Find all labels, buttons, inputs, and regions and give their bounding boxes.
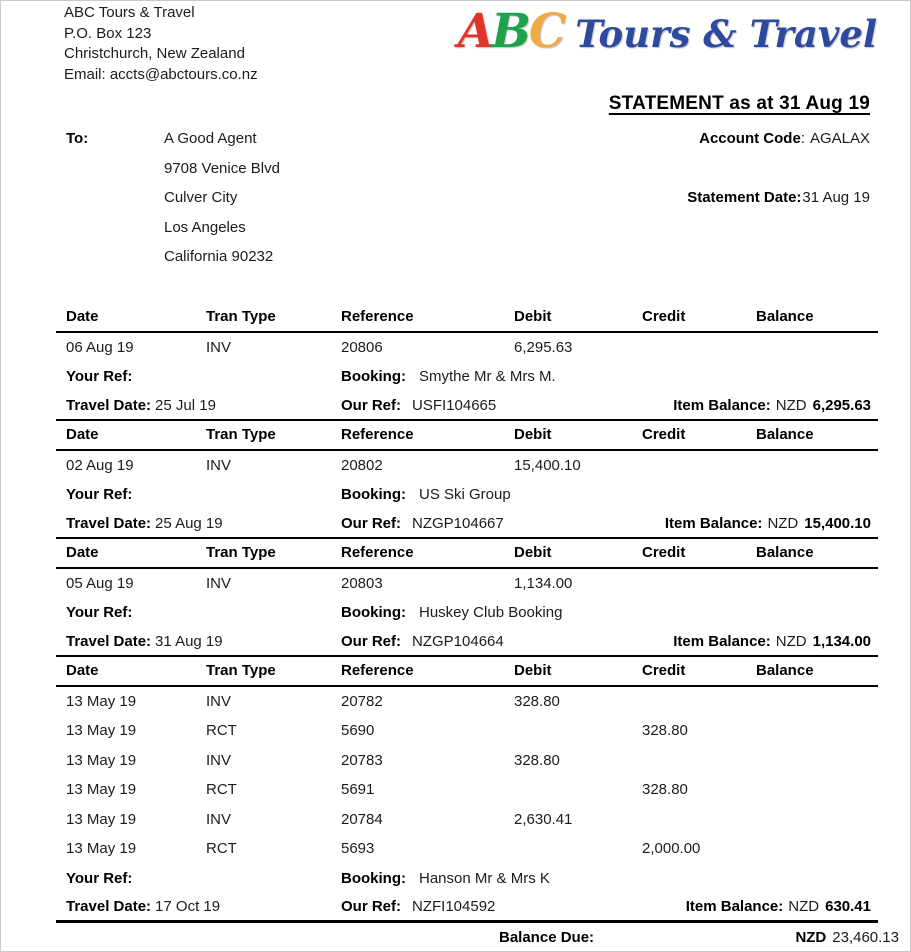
recipient-name: A Good Agent bbox=[164, 130, 257, 147]
cell-reference: 5693 bbox=[341, 840, 375, 858]
your-ref-label: Your Ref: bbox=[66, 604, 133, 622]
your-ref-row bbox=[56, 480, 878, 510]
currency-code: NZD bbox=[788, 897, 820, 915]
travel-date-value: 25 Aug 19 bbox=[155, 514, 223, 532]
your-ref-row bbox=[56, 864, 878, 894]
item-balance-label: Item Balance: bbox=[685, 897, 784, 915]
recipient-block bbox=[66, 124, 280, 272]
our-ref-value: NZFI104592 bbox=[412, 897, 496, 915]
column-header-debit: Debit bbox=[514, 662, 552, 680]
table-row bbox=[56, 716, 878, 746]
column-header-balance: Balance bbox=[756, 544, 814, 562]
recipient-address bbox=[164, 124, 280, 272]
your-ref-row bbox=[56, 598, 878, 628]
balance-due-label: Balance Due: bbox=[499, 928, 595, 946]
page-header bbox=[1, 1, 910, 85]
cell-tran-type: INV bbox=[206, 692, 232, 710]
cell-reference: 20783 bbox=[341, 751, 383, 769]
our-ref-label: Our Ref: bbox=[341, 396, 401, 414]
booking-label: Booking: bbox=[341, 869, 406, 887]
cell-date: 13 May 19 bbox=[66, 751, 137, 769]
statement-block bbox=[56, 303, 878, 421]
cell-tran-type: INV bbox=[206, 574, 232, 592]
column-header-credit: Credit bbox=[642, 426, 686, 444]
our-ref-value: USFI104665 bbox=[412, 396, 497, 414]
travel-date-label: Travel Date: bbox=[66, 897, 152, 915]
spacer-line bbox=[687, 154, 870, 184]
cell-tran-type: RCT bbox=[206, 722, 237, 740]
booking bbox=[341, 604, 878, 621]
table-row bbox=[56, 569, 878, 599]
booking-value: Huskey Club Booking bbox=[419, 604, 563, 622]
statement-block bbox=[56, 421, 878, 539]
booking-label: Booking: bbox=[341, 486, 406, 504]
cell-date: 13 May 19 bbox=[66, 810, 137, 828]
statement-date-label: Statement Date: bbox=[687, 189, 802, 206]
cell-reference: 20802 bbox=[341, 456, 383, 474]
logo-letter-c: C bbox=[528, 4, 564, 59]
our-ref-label: Our Ref: bbox=[341, 514, 401, 532]
travel-row bbox=[56, 510, 878, 540]
account-code-separator: : bbox=[800, 130, 805, 147]
item-balance-value: 15,400.10 bbox=[804, 514, 871, 532]
column-header-date: Date bbox=[66, 544, 99, 562]
cell-credit: 2,000.00 bbox=[642, 840, 701, 858]
your-ref bbox=[56, 368, 206, 385]
travel-date bbox=[56, 515, 341, 532]
booking-value: Hanson Mr & Mrs K bbox=[419, 869, 550, 887]
transactions-table bbox=[56, 303, 878, 923]
column-header-balance: Balance bbox=[756, 662, 814, 680]
item-balance-label: Item Balance: bbox=[673, 396, 771, 414]
balance-due-currency: NZD bbox=[795, 928, 827, 946]
travel-row bbox=[56, 893, 878, 923]
your-ref bbox=[56, 486, 206, 503]
item-balance bbox=[642, 515, 878, 532]
item-balance bbox=[642, 898, 878, 915]
cell-credit: 328.80 bbox=[642, 722, 688, 740]
column-header-date: Date bbox=[66, 308, 99, 326]
logo-abc-letters bbox=[457, 4, 564, 59]
cell-date: 02 Aug 19 bbox=[66, 456, 134, 474]
column-header-tran-type: Tran Type bbox=[206, 662, 276, 680]
column-header-balance: Balance bbox=[756, 308, 814, 326]
statement-date-value: 31 Aug 19 bbox=[802, 189, 870, 206]
statement-title: STATEMENT as at 31 Aug 19 bbox=[608, 93, 870, 114]
cell-tran-type: INV bbox=[206, 751, 232, 769]
company-address-line: P.O. Box 123 bbox=[64, 24, 152, 42]
logo-letter-b: B bbox=[491, 4, 529, 59]
cell-debit: 328.80 bbox=[514, 751, 560, 769]
travel-date-label: Travel Date: bbox=[66, 396, 152, 414]
cell-debit: 15,400.10 bbox=[514, 456, 581, 474]
our-ref bbox=[341, 898, 642, 915]
travel-date bbox=[56, 633, 341, 650]
company-name: ABC Tours & Travel bbox=[64, 4, 195, 21]
cell-tran-type: INV bbox=[206, 456, 232, 474]
your-ref-label: Your Ref: bbox=[66, 486, 133, 504]
your-ref-row bbox=[56, 362, 878, 392]
table-row bbox=[56, 746, 878, 776]
table-row bbox=[56, 333, 878, 363]
column-header-tran-type: Tran Type bbox=[206, 426, 276, 444]
your-ref-label: Your Ref: bbox=[66, 869, 133, 887]
logo-letter-a: A bbox=[457, 4, 492, 59]
recipient-address-line: 9708 Venice Blvd bbox=[164, 159, 280, 177]
cell-debit: 6,295.63 bbox=[514, 338, 573, 356]
our-ref bbox=[341, 515, 642, 532]
travel-date-value: 31 Aug 19 bbox=[155, 632, 223, 650]
item-balance-label: Item Balance: bbox=[673, 632, 771, 650]
statement-block bbox=[56, 539, 878, 657]
balance-due-value: 23,460.13 bbox=[832, 928, 899, 946]
cell-reference: 20782 bbox=[341, 692, 383, 710]
table-header-row bbox=[56, 303, 878, 333]
booking-label: Booking: bbox=[341, 604, 406, 622]
table-header-row bbox=[56, 657, 878, 687]
account-code-line bbox=[687, 124, 870, 154]
column-header-debit: Debit bbox=[514, 426, 552, 444]
recipient-address-line: Culver City bbox=[164, 189, 238, 206]
booking-label: Booking: bbox=[341, 368, 406, 386]
travel-date bbox=[56, 898, 341, 915]
logo-text: Tours & Travel bbox=[575, 12, 877, 56]
column-header-tran-type: Tran Type bbox=[206, 544, 276, 562]
cell-date: 06 Aug 19 bbox=[66, 338, 134, 356]
cell-tran-type: INV bbox=[206, 810, 232, 828]
column-header-reference: Reference bbox=[341, 662, 414, 680]
booking bbox=[341, 870, 878, 887]
item-balance-value: 630.41 bbox=[825, 897, 871, 915]
column-header-balance: Balance bbox=[756, 426, 814, 444]
statement-title-row bbox=[1, 93, 910, 119]
item-balance-value: 6,295.63 bbox=[812, 396, 871, 414]
cell-credit: 328.80 bbox=[642, 781, 688, 799]
cell-reference: 20784 bbox=[341, 810, 383, 828]
cell-reference: 5690 bbox=[341, 722, 375, 740]
cell-date: 13 May 19 bbox=[66, 692, 137, 710]
travel-date-label: Travel Date: bbox=[66, 632, 152, 650]
table-header-row bbox=[56, 421, 878, 451]
column-header-date: Date bbox=[66, 426, 99, 444]
table-row bbox=[56, 687, 878, 717]
company-address-block bbox=[64, 3, 258, 85]
table-row bbox=[56, 834, 878, 864]
balance-due-row bbox=[56, 923, 899, 952]
your-ref bbox=[56, 604, 206, 621]
cell-tran-type: RCT bbox=[206, 840, 237, 858]
your-ref-label: Your Ref: bbox=[66, 368, 133, 386]
column-header-credit: Credit bbox=[642, 544, 686, 562]
our-ref-label: Our Ref: bbox=[341, 897, 401, 915]
cell-date: 13 May 19 bbox=[66, 840, 137, 858]
account-code-value: AGALAX bbox=[809, 130, 870, 147]
booking-value: Smythe Mr & Mrs M. bbox=[419, 368, 556, 386]
column-header-reference: Reference bbox=[341, 308, 414, 326]
travel-row bbox=[56, 628, 878, 658]
item-balance bbox=[642, 397, 878, 414]
balance-due-amount bbox=[795, 929, 899, 946]
cell-date: 05 Aug 19 bbox=[66, 574, 134, 592]
our-ref bbox=[341, 633, 642, 650]
our-ref-value: NZGP104667 bbox=[412, 514, 504, 532]
cell-debit: 328.80 bbox=[514, 692, 560, 710]
account-info-block bbox=[687, 124, 870, 272]
our-ref-label: Our Ref: bbox=[341, 632, 401, 650]
travel-date-value: 17 Oct 19 bbox=[155, 897, 221, 915]
column-header-reference: Reference bbox=[341, 426, 414, 444]
recipient-address-line: California 90232 bbox=[164, 248, 274, 265]
statement-date-line bbox=[687, 183, 870, 213]
column-header-tran-type: Tran Type bbox=[206, 308, 276, 326]
statement-block bbox=[56, 657, 878, 923]
info-section bbox=[1, 124, 910, 272]
booking bbox=[341, 368, 878, 385]
column-header-date: Date bbox=[66, 662, 99, 680]
table-row bbox=[56, 451, 878, 481]
table-header-row bbox=[56, 539, 878, 569]
travel-date-label: Travel Date: bbox=[66, 514, 152, 532]
column-header-reference: Reference bbox=[341, 544, 414, 562]
column-header-credit: Credit bbox=[642, 662, 686, 680]
cell-tran-type: RCT bbox=[206, 781, 237, 799]
travel-date bbox=[56, 397, 341, 414]
column-header-debit: Debit bbox=[514, 544, 552, 562]
travel-row bbox=[56, 392, 878, 422]
cell-date: 13 May 19 bbox=[66, 722, 137, 740]
item-balance-label: Item Balance: bbox=[664, 514, 763, 532]
cell-date: 13 May 19 bbox=[66, 781, 137, 799]
item-balance-value: 1,134.00 bbox=[812, 632, 871, 650]
our-ref-value: NZGP104664 bbox=[412, 632, 504, 650]
currency-code: NZD bbox=[775, 396, 807, 414]
column-header-credit: Credit bbox=[642, 308, 686, 326]
column-header-debit: Debit bbox=[514, 308, 552, 326]
booking-value: US Ski Group bbox=[419, 486, 511, 504]
cell-reference: 20803 bbox=[341, 574, 383, 592]
company-logo bbox=[457, 4, 877, 67]
cell-debit: 1,134.00 bbox=[514, 574, 573, 592]
our-ref bbox=[341, 397, 642, 414]
to-label: To: bbox=[66, 130, 89, 147]
booking bbox=[341, 486, 878, 503]
cell-tran-type: INV bbox=[206, 338, 232, 356]
account-code-label: Account Code bbox=[699, 130, 801, 147]
currency-code: NZD bbox=[775, 632, 807, 650]
company-email: Email: accts@abctours.co.nz bbox=[64, 65, 258, 83]
cell-reference: 5691 bbox=[341, 781, 375, 799]
travel-date-value: 25 Jul 19 bbox=[155, 396, 216, 414]
table-row bbox=[56, 805, 878, 835]
your-ref bbox=[56, 870, 206, 887]
cell-reference: 20806 bbox=[341, 338, 383, 356]
item-balance bbox=[642, 633, 878, 650]
cell-debit: 2,630.41 bbox=[514, 810, 573, 828]
company-address-line: Christchurch, New Zealand bbox=[64, 45, 245, 62]
recipient-address-line: Los Angeles bbox=[164, 218, 246, 236]
currency-code: NZD bbox=[767, 514, 799, 532]
table-row bbox=[56, 775, 878, 805]
